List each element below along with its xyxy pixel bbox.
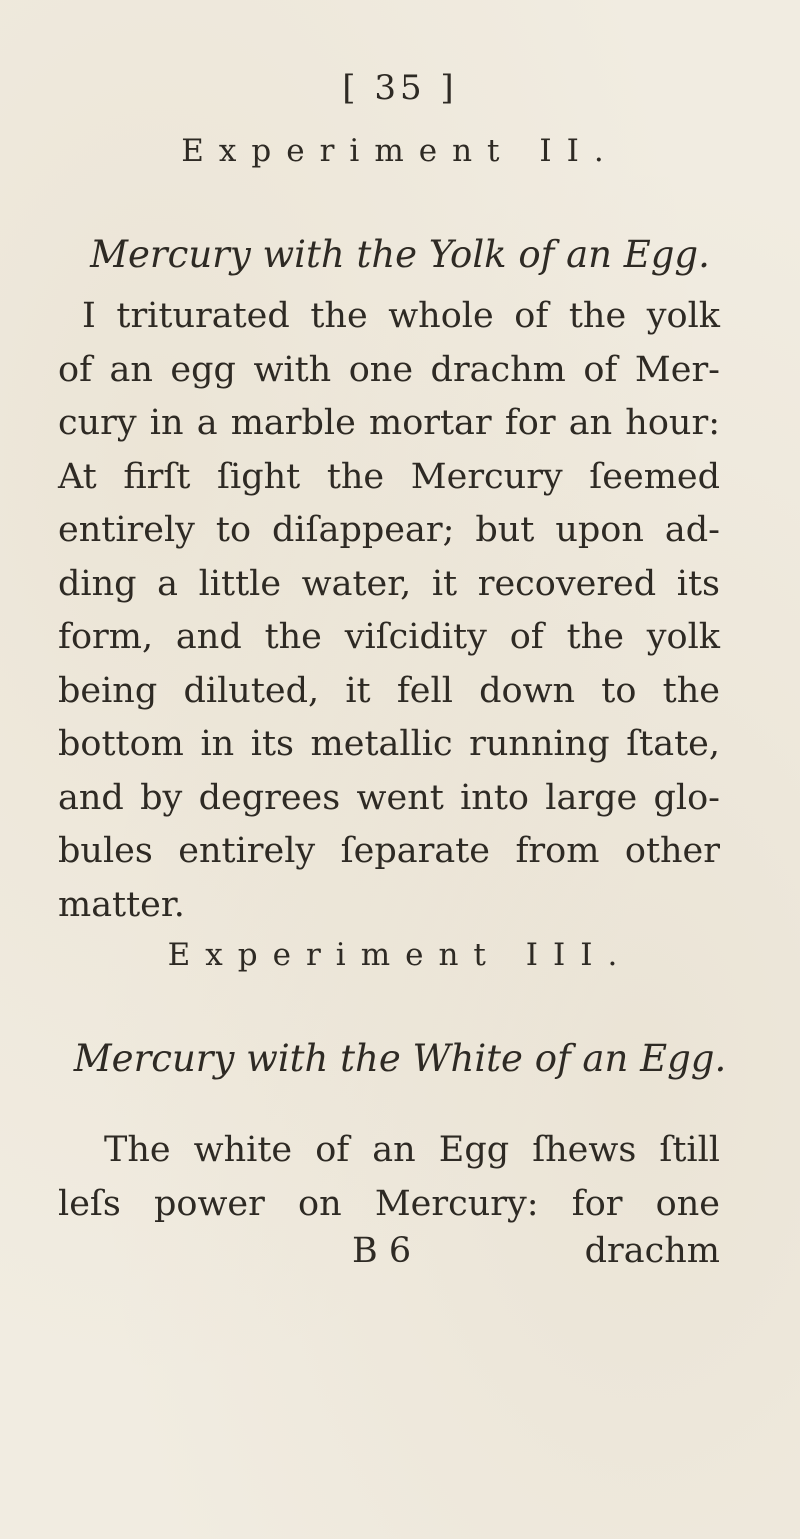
paragraph-line: and by degrees went into large glo- xyxy=(58,777,720,818)
paragraph-line: I triturated the whole of the yolk xyxy=(82,296,720,336)
paragraph-line: form, and the viſcidity of the yolk xyxy=(58,617,720,657)
paragraph-line: bules entirely ſeparate from other xyxy=(58,831,720,871)
paragraph-line: of an egg with one drachm of Mer- xyxy=(58,349,720,390)
paragraph-line: leſs power on Mercury: for one xyxy=(58,1183,720,1224)
paragraph-line: cury in a marble mortar for an hour: xyxy=(58,403,720,443)
experiment-3-paragraph xyxy=(58,1124,720,1231)
experiment-2-paragraph xyxy=(58,290,720,932)
paragraph-line: ding a little water, it recovered its xyxy=(58,563,720,604)
catchword: drachm xyxy=(584,1231,720,1271)
paragraph-line: At firſt ſight the Mercury ſeemed xyxy=(58,456,720,497)
page-number: [ 35 ] xyxy=(342,68,458,108)
paragraph-line: entirely to diſappear; but upon ad- xyxy=(58,510,720,550)
experiment-3-heading: Experiment III. xyxy=(167,937,633,973)
experiment-3-subtitle: Mercury with the White of an Egg. xyxy=(73,1037,727,1080)
paragraph-line: bottom in its metallic running ſtate, xyxy=(58,724,720,764)
paragraph-line: being diluted, it fell down to the xyxy=(58,670,720,711)
signature-mark: B 6 xyxy=(352,1231,412,1271)
experiment-2-subtitle: Mercury with the Yolk of an Egg. xyxy=(90,233,710,276)
paragraph-line: The white of an Egg ſhews ſtill xyxy=(104,1130,720,1170)
experiment-2-heading: Experiment II. xyxy=(181,133,619,169)
paragraph-line: matter. xyxy=(58,884,185,925)
